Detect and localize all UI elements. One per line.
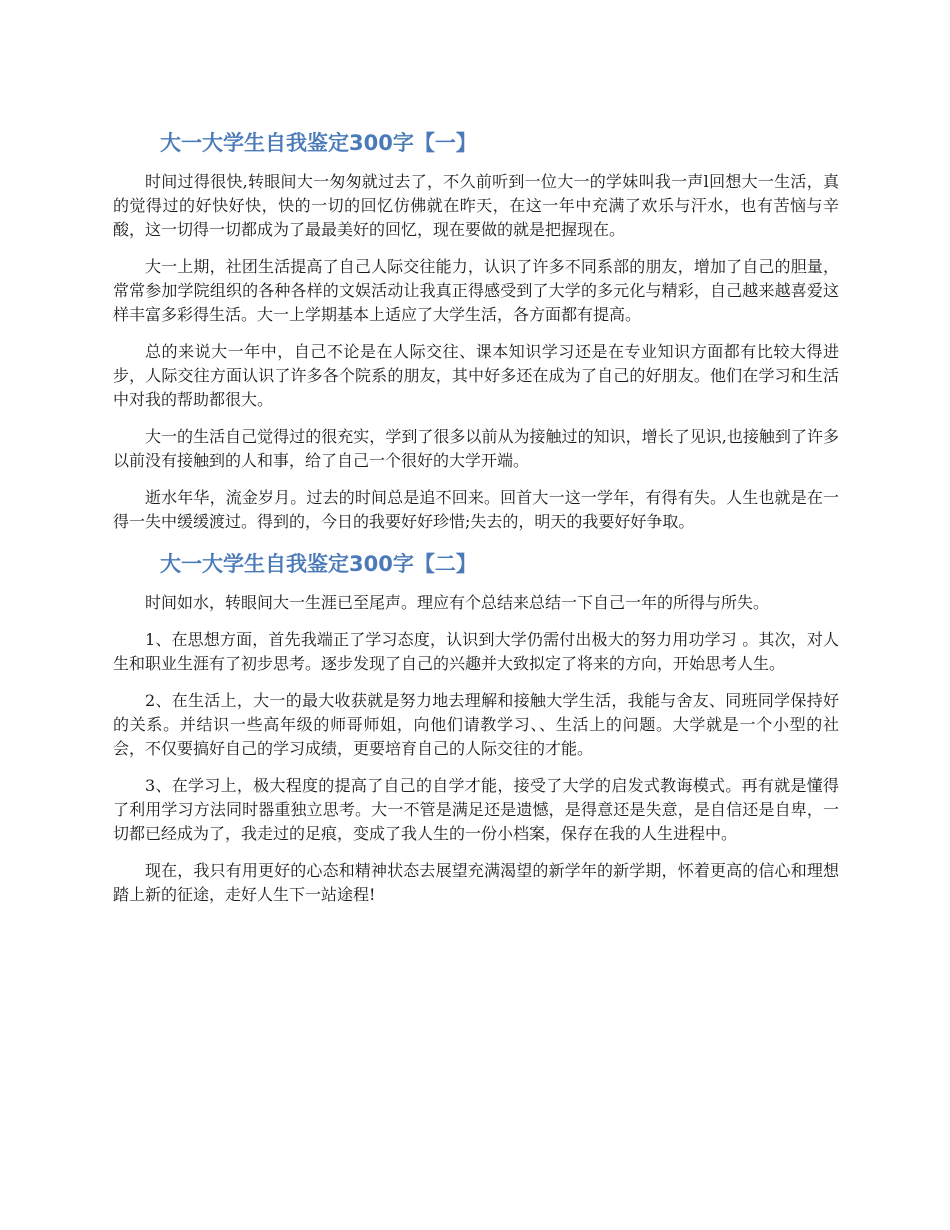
section-2-paragraph-4: 3、在学习上，极大程度的提高了自己的自学才能，接受了大学的启发式教诲模式。再有就是懂得了利用学习方法同时器重独立思考。大一不管是满足还是遗憾，是得意还是失意，是自信还是自卑，一切都已经成为了，我走过的足痕，变成了我人生的一份小档案，保存在我的人生进程中。 xyxy=(113,776,839,843)
section-1-title: 大一大学生自我鉴定300字【一】 xyxy=(160,131,477,155)
section-1-paragraph-5: 逝水年华，流金岁月。过去的时间总是追不回来。回首大一这一学年，有得有失。人生也就是在一得一失中缓缓渡过。得到的，今日的我要好好珍惜;失去的，明天的我要好好争取。 xyxy=(113,488,839,531)
section-2-paragraph-3: 2、在生活上，大一的最大收获就是努力地去理解和接触大学生活，我能与舍友、同班同学保持好的关系。并结识一些高年级的师哥师姐，向他们请教学习、、生活上的问题。大学就是一个小型的社会，不仅要搞好自己的学习成绩，更要培育自己的人际交往的才能。 xyxy=(113,691,839,758)
section-2-paragraph-2: 1、在思想方面，首先我端正了学习态度，认识到大学仍需付出极大的努力用功学习 。其次，对人生和职业生涯有了初步思考。逐步发现了自己的兴趣并大致拟定了将来的方向，开始思考人生。 xyxy=(113,630,839,673)
document-page xyxy=(113,126,839,920)
section-1-paragraph-2: 大一上期，社团生活提高了自己人际交往能力，认识了许多不同系部的朋友，增加了自己的胆量，常常参加学院组织的各种各样的文娱活动让我真正得感受到了大学的多元化与精彩，自己越来越喜爱这样丰富多彩得生活。大一上学期基本上适应了大学生活，各方面都有提高。 xyxy=(113,257,839,324)
section-1-paragraph-4: 大一的生活自己觉得过的很充实，学到了很多以前从为接触过的知识，增长了见识,也接触到了许多以前没有接触到的人和事，给了自己一个很好的大学开端。 xyxy=(113,427,839,470)
section-2-paragraph-1: 时间如水，转眼间大一生涯已至尾声。理应有个总结来总结一下自己一年的所得与所失。 xyxy=(145,593,770,612)
section-2-title: 大一大学生自我鉴定300字【二】 xyxy=(160,552,477,576)
section-1-paragraph-3: 总的来说大一年中，自己不论是在人际交往、课本知识学习还是在专业知识方面都有比较大得进步，人际交往方面认识了许多各个院系的朋友，其中好多还在成为了自己的好朋友。他们在学习和生活中对我的帮助都很大。 xyxy=(113,342,839,409)
section-2-paragraph-5: 现在，我只有用更好的心态和精神状态去展望充满渴望的新学年的新学期，怀着更高的信心和理想踏上新的征途，走好人生下一站途程! xyxy=(113,861,839,904)
section-1-paragraph-1: 时间过得很快,转眼间大一匆匆就过去了，不久前听到一位大一的学妹叫我一声l回想大一生活，真的觉得过的好快好快，快的一切的回忆仿佛就在昨天，在这一年中充满了欢乐与汗水，也有苦恼与辛酸，这一切得一切都成为了最最美好的回忆，现在要做的就是把握现在。 xyxy=(113,172,839,239)
